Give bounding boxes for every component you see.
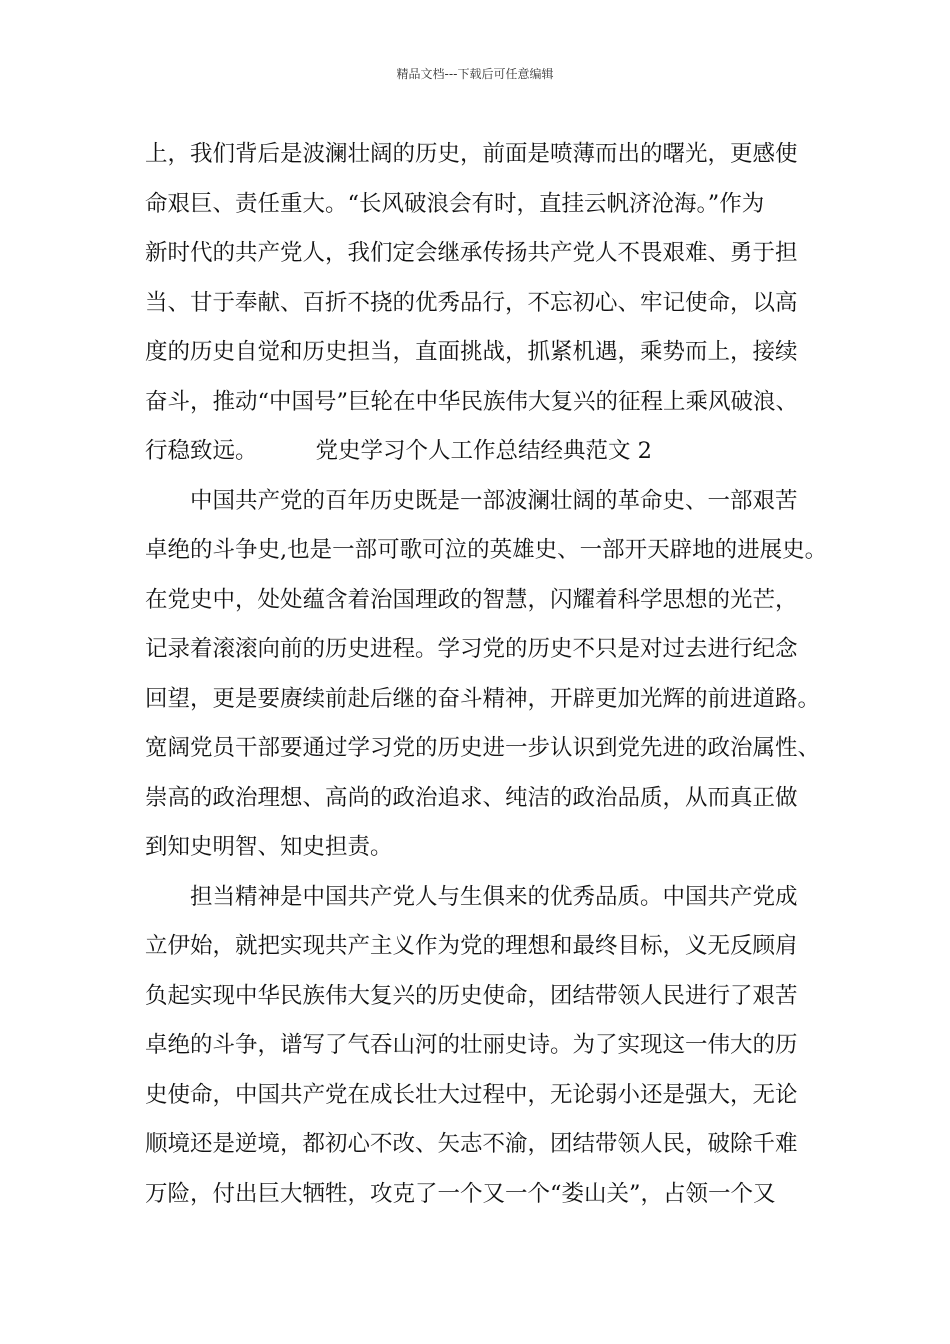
text-line-with-title: [145, 427, 815, 477]
text-line: 奋斗，推动“中国号”巨轮在中华民族伟大复兴的征程上乘风破浪、: [145, 388, 799, 415]
text-line: 崇高的政治理想、高尚的政治追求、纯洁的政治品质，从而真正做: [145, 784, 798, 811]
text-line: 当、甘于奉献、百折不挠的优秀品行，不忘初心、牢记使命，以高: [145, 289, 798, 316]
text-line: 卓绝的斗争，谱写了气吞山河的壮丽史诗。为了实现这一伟大的历: [145, 1032, 798, 1058]
text-line: 记录着滚滚向前的历史进程。学习党的历史不只是对过去进行纪念: [145, 636, 798, 662]
text-line: 宽阔党员干部要通过学习党的历史进一步认识到党先进的政治属性、: [145, 735, 821, 761]
text-line: 立伊始，就把实现共产主义作为党的理想和最终目标，义无反顾肩: [145, 933, 798, 959]
text-line: 度的历史自觉和历史担当，直面挑战，抓紧机遇，乘势而上，接续: [145, 339, 798, 365]
text-line: 回望，更是要赓续前赴后继的奋斗精神，开辟更加光辉的前进道路。: [145, 685, 821, 712]
text-line: 顺境还是逆境，都初心不改、矢志不渝，团结带领人民，破除千难: [145, 1131, 798, 1157]
text-line: 负起实现中华民族伟大复兴的历史使命，团结带领人民进行了艰苦: [145, 982, 798, 1009]
paragraph-first-line: 担当精神是中国共产党人与生俱来的优秀品质。中国共产党成: [190, 883, 798, 910]
text-line: 在党史中，处处蕴含着治国理政的智慧，闪耀着科学思想的光芒，: [145, 586, 798, 613]
page-header: 精品文档---下载后可任意编辑: [396, 67, 554, 81]
text-line: 史使命，中国共产党在成长壮大过程中，无论弱小还是强大，无论: [145, 1081, 798, 1108]
text-line: 命艰巨、责任重大。“长风破浪会有时，直挂云帆济沧海。”作为: [145, 190, 765, 217]
paragraph-end: 行稳致远。: [145, 438, 258, 464]
text-line: 到知史明智、知史担责。: [145, 834, 393, 860]
text-line: 万险，付出巨大牺牲，攻克了一个又一个“娄山关”，占领一个又: [145, 1180, 776, 1207]
section-title: 党史学习个人工作总结经典范文 2: [315, 438, 652, 464]
document-body: [145, 130, 828, 1219]
text-line: 卓绝的斗争史,也是一部可歌可泣的英雄史、一部开天辟地的进展史。: [145, 537, 828, 563]
text-line: 新时代的共产党人，我们定会继承传扬共产党人不畏艰难、勇于担: [145, 240, 798, 266]
text-line: 上，我们背后是波澜壮阔的历史，前面是喷薄而出的曙光，更感使: [145, 141, 798, 167]
paragraph-first-line: 中国共产党的百年历史既是一部波澜壮阔的革命史、一部艰苦: [190, 487, 798, 514]
